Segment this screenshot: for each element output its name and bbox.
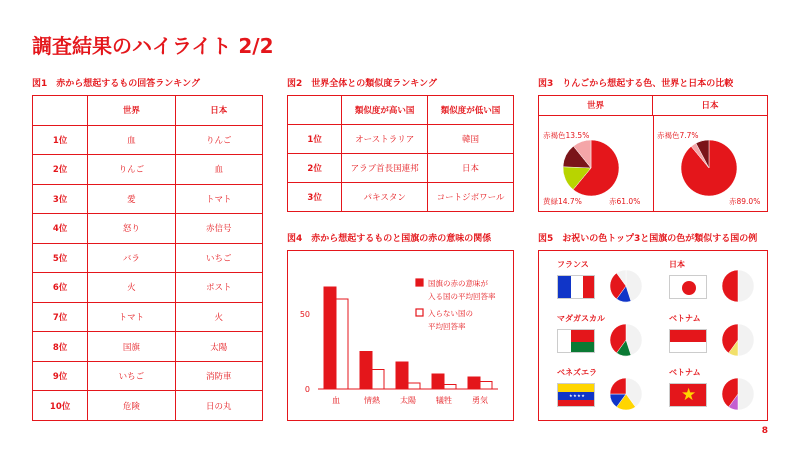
table-cell: パキスタン [342,183,428,212]
rank-cell: 3位 [33,184,88,214]
bar-included [468,377,480,389]
table-row [33,273,263,303]
fig3-caption: 図3 りんごから想起する色、世界と日本の比較 [538,79,734,89]
madagascar-color-pie [609,323,643,357]
rank-cell: 1位 [33,125,88,155]
legend-label: 入らない国の [428,309,473,318]
country-label-madagascar: マダガスカル [557,314,605,323]
y-tick-label: 0 [304,385,310,394]
vietnam-color-pie-2 [721,377,755,411]
table-row [288,125,514,154]
x-tick-label: 勇気 [472,396,488,405]
rank-cell: 8位 [33,332,88,362]
fig2-header-cell: 類似度が高い国 [342,96,428,125]
fig1-table [32,95,263,421]
country-label-venezuela: ベネズエラ [557,368,597,377]
celebration-pie-slice [722,270,738,302]
vietnam-flag: ★ [669,383,707,407]
rank-cell: 6位 [33,273,88,303]
rank-cell: 9位 [33,361,88,391]
table-cell: 日の丸 [175,391,262,421]
fig4-caption: 図4 赤から想起するものと国旗の赤の意味の関係 [287,234,492,244]
x-tick-label: 血 [332,396,340,405]
fig3-box [538,95,768,212]
indonesia-style-flag [669,329,707,353]
legend-swatch [416,279,423,286]
celebration-pie-slice [610,378,626,394]
table-cell: アラブ首長国連邦 [342,154,428,183]
bar-included [396,362,408,389]
fig1-header-cell: 世界 [88,96,175,126]
table-cell: 火 [88,273,175,303]
table-cell: 太陽 [175,332,262,362]
table-row [33,155,263,185]
rank-cell: 3位 [288,183,342,212]
table-cell: トマト [175,184,262,214]
table-cell: 血 [175,155,262,185]
table-cell: いちご [175,243,262,273]
fig5-box [538,250,768,421]
x-tick-label: 太陽 [400,396,416,405]
fig3-japan-header: 日本 [653,96,767,116]
fig2-header-cell [288,96,342,125]
table-cell: 日本 [428,154,514,183]
world-apple-pie-chart [561,138,621,198]
fig2-caption: 図2 世界全体との類似度ランキング [287,79,437,89]
table-cell: 韓国 [428,125,514,154]
fig4-box [287,250,514,421]
country-label-france: フランス [557,260,589,269]
fig1-caption: 図1 赤から想起するもの回答ランキング [32,79,200,89]
world-red-label: 赤61.0% [609,197,641,206]
table-row [33,302,263,332]
table-cell: オーストラリア [342,125,428,154]
table-row [288,183,514,212]
table-cell: いちご [88,361,175,391]
page-title: 調査結果のハイライト 2/2 [32,34,274,58]
rank-cell: 4位 [33,214,88,244]
venezuela-color-pie [609,377,643,411]
france-flag [557,275,595,299]
world-yellow-label: 黄緑14.7% [543,197,582,206]
japan-color-pie [721,269,755,303]
bar-included [360,352,372,390]
table-row [33,214,263,244]
rank-cell: 2位 [33,155,88,185]
fig1-header-cell: 日本 [175,96,262,126]
table-row [33,184,263,214]
table-cell: バラ [88,243,175,273]
bar-excluded [372,370,384,390]
legend-label: 入る国の平均回答率 [428,292,496,301]
country-label-vietnam-2: ベトナム [669,368,701,377]
bar-included [324,287,336,389]
fig2-header-cell: 類似度が低い国 [428,96,514,125]
bar-excluded [336,299,348,389]
legend-label: 国旗の赤の意味が [428,279,488,288]
rank-cell: 1位 [288,125,342,154]
bar-excluded [444,385,456,390]
rank-cell: 2位 [288,154,342,183]
rank-cell: 5位 [33,243,88,273]
vietnam-color-pie-1 [721,323,755,357]
fig5-caption: 図5 お祝いの色トップ3と国旗の色が類似する国の例 [538,234,758,244]
fig3-world-header: 世界 [539,96,653,116]
table-row [33,125,263,155]
bar-excluded [480,382,492,390]
celebration-pie-slice [738,270,754,302]
fig1-header-row [33,96,263,126]
table-cell: 消防車 [175,361,262,391]
bar-included [432,374,444,389]
japan-apple-pie-chart [679,138,739,198]
rank-cell: 10位 [33,391,88,421]
japan-flag [669,275,707,299]
table-row [33,243,263,273]
table-cell: トマト [88,302,175,332]
table-row [288,154,514,183]
celebration-pie-slice [738,324,754,356]
table-cell: りんご [88,155,175,185]
bar-excluded [408,383,420,389]
country-label-japan: 日本 [669,260,685,269]
bar-chart [288,251,512,419]
legend-label: 平均回答率 [428,322,466,331]
table-cell: 血 [88,125,175,155]
madagascar-flag [557,329,595,353]
japan-red-label: 赤89.0% [729,197,761,206]
japan-brown-label: 赤褐色7.7% [657,131,699,140]
table-cell: りんご [175,125,262,155]
table-row [33,332,263,362]
table-cell: 火 [175,302,262,332]
table-cell: ポスト [175,273,262,303]
table-cell: 赤信号 [175,214,262,244]
fig1-header-cell [33,96,88,126]
page-number: 8 [761,426,768,436]
x-tick-label: 情熱 [364,396,380,405]
world-brown-label: 赤褐色13.5% [543,131,590,140]
table-cell: 国旗 [88,332,175,362]
table-row [33,361,263,391]
legend-swatch [416,309,423,316]
table-cell: 危険 [88,391,175,421]
y-tick-label: 50 [299,310,310,319]
country-label-vietnam-1: ベトナム [669,314,701,323]
venezuela-flag: ★★★★ [557,383,595,407]
table-cell: コートジボワール [428,183,514,212]
celebration-pie-slice [738,378,754,410]
rank-cell: 7位 [33,302,88,332]
fig2-header-row [288,96,514,125]
table-cell: 怒り [88,214,175,244]
fig2-table [287,95,514,212]
france-color-pie [609,269,643,303]
x-tick-label: 犠牲 [436,396,452,405]
table-cell: 愛 [88,184,175,214]
table-row [33,391,263,421]
